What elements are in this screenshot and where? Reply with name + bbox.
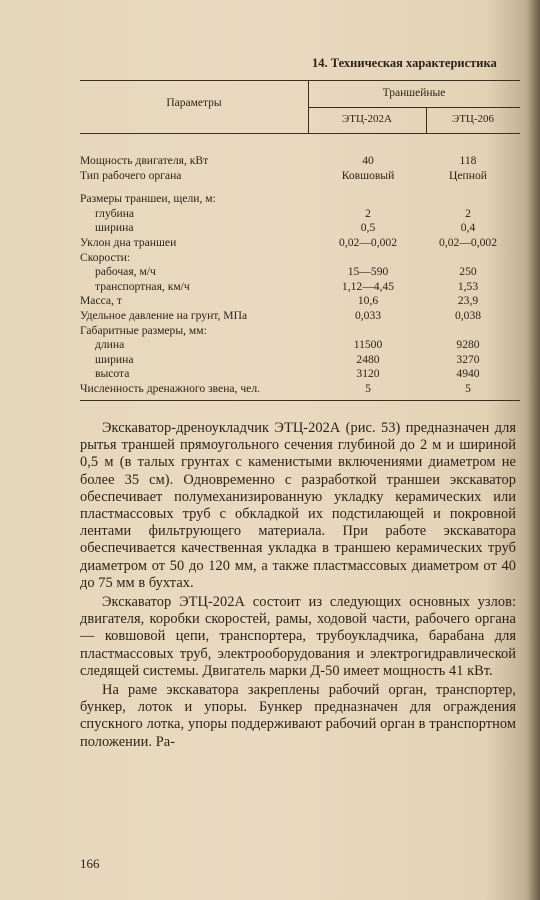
table-row	[80, 338, 520, 353]
row-label: Размеры траншеи, щели, м:	[80, 192, 216, 206]
header-col-1: ЭТЦ-202А	[341, 113, 393, 125]
row-value-etc-202a: 2480	[356, 352, 380, 366]
row-value-etc-206: 250	[459, 265, 477, 279]
row-label: Габаритные размеры, мм:	[80, 323, 207, 337]
paragraph-1: Экскаватор-дреноукладчик ЭТЦ-202А (рис. 53) предназначен для рытья траншей прямоугольного сечения глубиной до 2 м и шириной 0,5 м (в талых грунтах с каменистыми включениями диаметром не более 35 см). Одновременно с разработкой траншеи экскаватор обеспечивает полумеханизированную укладку керамических или пластмассовых труб с обкладкой их подстилающей и покровной лентами фильтрующего материала. При работе экскаватора обеспечивается качественная укладка в траншею керамических труб диаметром от 50 до 120 мм, а также пластмассовых диаметром от 40 до 75 мм в бухтах.	[80, 420, 516, 591]
row-value-etc-202a: 15—590	[347, 265, 389, 279]
table-row	[80, 382, 520, 397]
row-value-etc-206: 5	[465, 381, 471, 395]
table-header	[80, 80, 520, 134]
table-title: 14. Техническая характеристика	[312, 56, 497, 70]
table-body	[80, 154, 520, 397]
table-row	[80, 265, 520, 280]
table-bottom-rule	[80, 400, 520, 401]
row-value-etc-202a: 0,5	[360, 221, 376, 235]
row-label: транспортная, км/ч	[95, 279, 190, 293]
row-value-etc-202a: 2	[365, 206, 371, 220]
row-value-etc-202a: 11500	[353, 338, 383, 352]
row-label: Уклон дна траншеи	[80, 235, 177, 249]
row-value-etc-206: 4940	[456, 367, 480, 381]
row-value-etc-206: 1,53	[457, 279, 479, 293]
row-label: Численность дренажного звена, чел.	[80, 381, 261, 395]
table-row	[80, 324, 520, 339]
row-value-etc-202a: 0,033	[354, 308, 382, 322]
row-value-etc-202a: 3120	[356, 367, 380, 381]
row-label: длина	[95, 338, 125, 352]
table-row	[80, 236, 520, 251]
table-row	[80, 309, 520, 324]
table-row	[80, 367, 520, 382]
row-label: Скорости:	[80, 250, 131, 264]
row-value-etc-202a: 1,12—4,45	[341, 279, 395, 293]
row-value-etc-206: 0,4	[460, 221, 476, 235]
table-row	[80, 192, 520, 207]
table-row	[80, 169, 520, 184]
row-value-etc-206: Цепной	[449, 168, 487, 182]
table-row	[80, 207, 520, 222]
table-row	[80, 221, 520, 236]
table-row	[80, 280, 520, 295]
row-value-etc-202a: 10,6	[357, 294, 379, 308]
row-label: высота	[95, 367, 130, 381]
table-row	[80, 154, 520, 169]
row-label: ширина	[95, 221, 134, 235]
row-label: Мощность двигателя, кВт	[80, 154, 209, 167]
header-subdivider	[308, 107, 520, 108]
row-value-etc-206: 3270	[456, 352, 480, 366]
table-row	[80, 251, 520, 266]
table-row	[80, 183, 520, 192]
row-label: глубина	[95, 206, 135, 220]
row-value-etc-206: 9280	[456, 338, 480, 352]
row-value-etc-206: 23,9	[457, 294, 479, 308]
header-params: Параметры	[166, 97, 222, 109]
header-group: Траншейные	[382, 87, 446, 99]
row-label: Тип рабочего органа	[80, 168, 182, 182]
row-value-etc-206: 118	[459, 154, 477, 167]
row-value-etc-202a: Ковшовый	[341, 168, 395, 182]
paragraph-2: Экскаватор ЭТЦ-202А состоит из следующих основных узлов: двигателя, коробки скоростей, рамы, ходовой части, рабочего органа — ковшовой цепи, транспортера, трубоукладчика, барабана для пластмассовых труб, электрооборудования и электрогидравлической следящей системы. Двигатель марки Д-50 имеет мощность 41 кВт.	[80, 594, 516, 679]
row-label: Масса, т	[80, 294, 122, 308]
row-label: Удельное давление на грунт, МПа	[80, 308, 248, 322]
row-value-etc-206: 0,02—0,002	[439, 235, 497, 249]
row-value-etc-206: 2	[465, 206, 471, 220]
row-value-etc-202a: 40	[362, 154, 374, 167]
table-row	[80, 353, 520, 368]
row-value-etc-202a: 0,02—0,002	[339, 235, 397, 249]
row-label: рабочая, м/ч	[95, 265, 156, 279]
page-spine-shadow	[526, 0, 540, 900]
header-col-2: ЭТЦ-206	[451, 113, 495, 125]
row-label: ширина	[95, 352, 134, 366]
paragraph-3: На раме экскаватора закреплены рабочий орган, транспортер, бункер, лоток и упоры. Бункер предназначен для ограждения спускного лотка, упоры поддерживают рабочий орган в транспортном положении. Ра-	[80, 682, 516, 750]
body-text	[80, 420, 516, 751]
row-value-etc-206: 0,038	[454, 308, 482, 322]
page-number: 166	[80, 856, 100, 871]
table-row	[80, 294, 520, 309]
row-value-etc-202a: 5	[365, 381, 371, 395]
